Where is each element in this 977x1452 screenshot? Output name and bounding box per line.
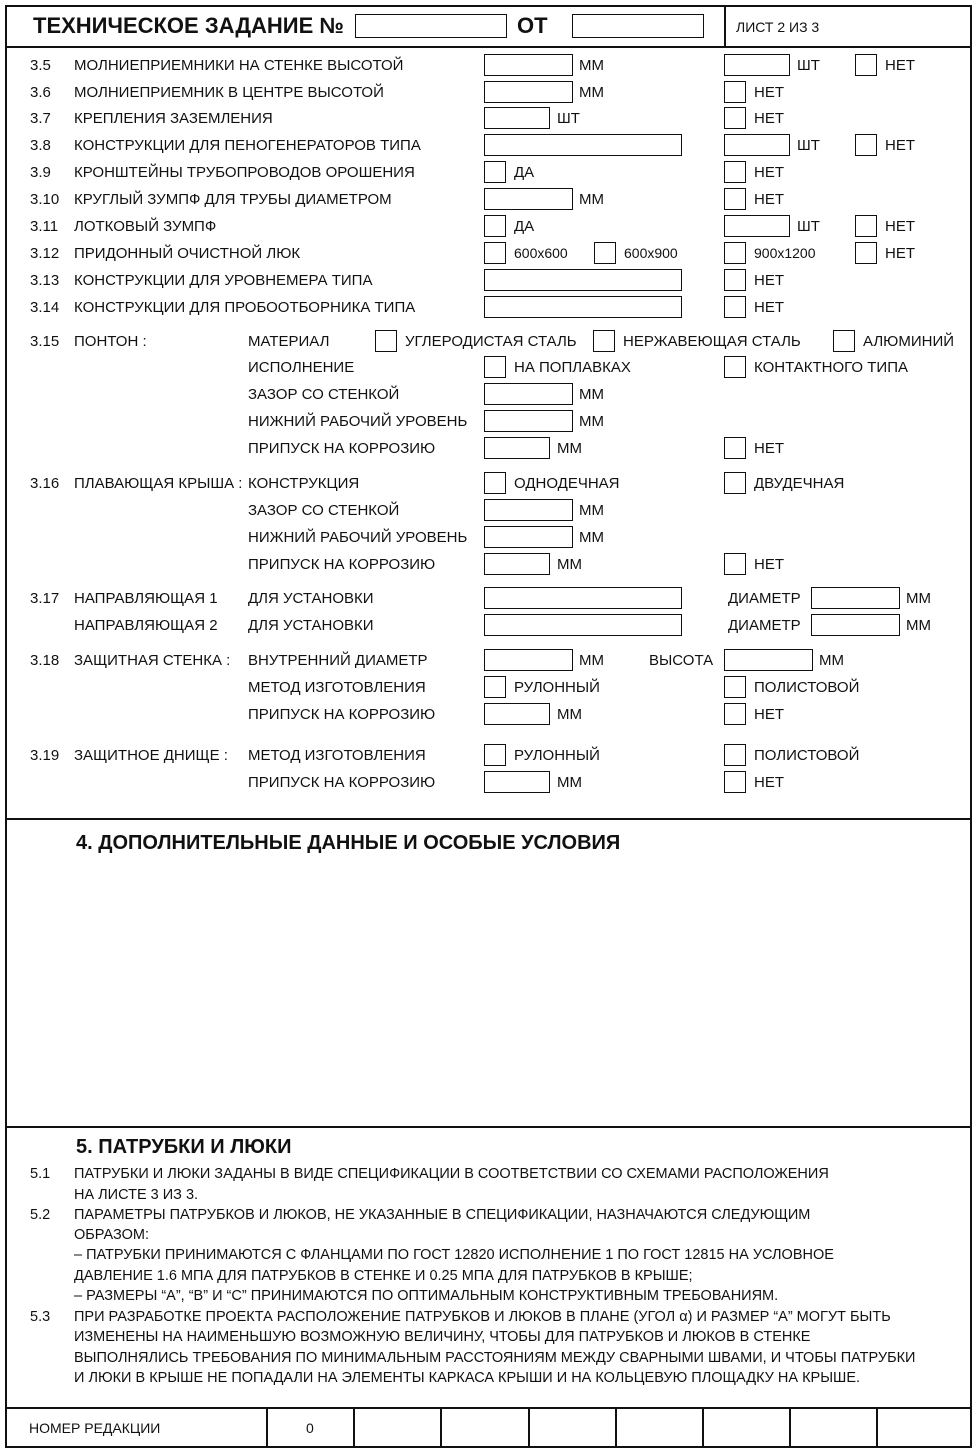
paragraph-number: 5.3 — [30, 1309, 51, 1325]
sub-label: НИЖНИЙ РАБОЧИЙ УРОВЕНЬ — [248, 529, 468, 546]
sheet-checkbox[interactable] — [724, 676, 746, 698]
sub-label: ПРИПУСК НА КОРРОЗИЮ — [248, 706, 436, 723]
lightning-center-height-field[interactable] — [484, 81, 573, 103]
lightning-wall-height-field[interactable] — [484, 54, 573, 76]
paragraph-line: ДАВЛЕНИЕ 1.6 МПА ДЛЯ ПАТРУБКОВ В СТЕНКЕ И 0.25 МПА ДЛЯ ПАТРУБКОВ В КРЫШЕ; — [74, 1268, 693, 1284]
sub-label: ПРИПУСК НА КОРРОЗИЮ — [248, 440, 436, 457]
no-label: НЕТ — [754, 440, 784, 457]
guide1-installation-field[interactable] — [484, 587, 682, 609]
sub-label: ДИАМЕТР — [728, 617, 801, 634]
item-label: ЗАЩИТНОЕ ДНИЩЕ : — [74, 747, 228, 764]
no-checkbox[interactable] — [724, 161, 746, 183]
sub-label: КОНСТРУКЦИЯ — [248, 475, 360, 492]
option-label: УГЛЕРОДИСТАЯ СТАЛЬ — [405, 333, 577, 350]
no-label: НЕТ — [754, 556, 784, 573]
unit-label: ММ — [579, 57, 604, 74]
paragraph-line: НА ЛИСТЕ 3 ИЗ 3. — [74, 1187, 199, 1203]
paragraph-line: ПАРАМЕТРЫ ПАТРУБКОВ И ЛЮКОВ, НЕ УКАЗАННЫЕ В СПЕЦИФИКАЦИИ, НАЗНАЧАЮТСЯ СЛЕДУЮЩИМ — [74, 1207, 811, 1223]
unit-label: ММ — [819, 652, 844, 669]
header-divider — [724, 5, 726, 47]
item-number: 3.19 — [30, 747, 60, 764]
section4-title: 4. ДОПОЛНИТЕЛЬНЫЕ ДАННЫЕ И ОСОБЫЕ УСЛОВИЯ — [76, 832, 621, 854]
guide1-diameter-field[interactable] — [811, 587, 900, 609]
task-number-field[interactable] — [355, 14, 507, 38]
lightning-wall-count-field[interactable] — [724, 54, 790, 76]
item-number: 3.5 — [30, 57, 51, 74]
option-label: 600x900 — [624, 245, 678, 261]
footer-divider — [789, 1408, 791, 1448]
from-label: ОТ — [517, 13, 548, 38]
item-label: МОЛНИЕПРИЕМНИК В ЦЕНТРЕ ВЫСОТОЙ — [74, 84, 384, 101]
revision-label: НОМЕР РЕДАКЦИИ — [29, 1420, 161, 1436]
wall-inner-diameter-field[interactable] — [484, 649, 573, 671]
wall-height-field[interactable] — [724, 649, 813, 671]
sub-label: ДИАМЕТР — [728, 590, 801, 607]
double-deck-checkbox[interactable] — [724, 472, 746, 494]
no-label: НЕТ — [754, 164, 784, 181]
no-label: НЕТ — [754, 191, 784, 208]
option-label: ПОЛИСТОВОЙ — [754, 747, 860, 764]
item-number: 3.12 — [30, 245, 60, 262]
item-number: 3.17 — [30, 590, 60, 607]
roof-gap-field[interactable] — [484, 499, 573, 521]
no-label: НЕТ — [754, 110, 784, 127]
option-label: АЛЮМИНИЙ — [863, 333, 955, 350]
paragraph-line: ОБРАЗОМ: — [74, 1227, 149, 1243]
item-label: ПРИДОННЫЙ ОЧИСТНОЙ ЛЮК — [74, 245, 301, 262]
item-number: 3.10 — [30, 191, 60, 208]
grounding-count-field[interactable] — [484, 107, 550, 129]
no-checkbox[interactable] — [724, 269, 746, 291]
item-number: 3.11 — [30, 218, 59, 235]
unit-label: ШТ — [557, 110, 580, 127]
no-checkbox[interactable] — [855, 242, 877, 264]
yes-label: ДА — [514, 164, 535, 181]
no-checkbox[interactable] — [724, 771, 746, 793]
paragraph-line: И ЛЮКИ В КРЫШЕ НЕ ПОПАДАЛИ НА ЭЛЕМЕНТЫ КАРКАСА КРЫШИ И НА КОЛЬЦЕВУЮ ПЛОЩАДКУ НА КРЫШЕ. — [74, 1370, 861, 1386]
sub-label: ДЛЯ УСТАНОВКИ — [248, 617, 374, 634]
paragraph-number: 5.2 — [30, 1207, 51, 1223]
unit-label: ММ — [906, 617, 931, 634]
no-checkbox[interactable] — [724, 107, 746, 129]
roof-level-field[interactable] — [484, 526, 573, 548]
unit-label: ММ — [579, 529, 604, 546]
unit-label: ММ — [579, 386, 604, 403]
roof-corrosion-field[interactable] — [484, 553, 550, 575]
tray-sump-count-field[interactable] — [724, 215, 790, 237]
footer-divider — [876, 1408, 878, 1448]
no-label: НЕТ — [754, 706, 784, 723]
sub-label: ДЛЯ УСТАНОВКИ — [248, 590, 374, 607]
wall-corrosion-field[interactable] — [484, 703, 550, 725]
item-number: 3.13 — [30, 272, 60, 289]
paragraph-line: – ПАТРУБКИ ПРИНИМАЮТСЯ С ФЛАНЦАМИ ПО ГОСТ 12820 ИСПОЛНЕНИЕ 1 ПО ГОСТ 12815 НА УСЛОВНОЕ — [74, 1247, 834, 1263]
yes-checkbox[interactable] — [484, 161, 506, 183]
no-label: НЕТ — [885, 57, 915, 74]
option-label: ПОЛИСТОВОЙ — [754, 679, 860, 696]
aluminium-checkbox[interactable] — [833, 330, 855, 352]
no-checkbox[interactable] — [855, 54, 877, 76]
paragraph-line: ВЫПОЛНЯЛИСЬ ТРЕБОВАНИЯ ПО МИНИМАЛЬНЫМ РАССТОЯНИЯМ МЕЖДУ СВАРНЫМИ ШВАМИ, И ЧТОБЫ ПАТРУБКИ — [74, 1350, 916, 1366]
paragraph-line: – РАЗМЕРЫ “А”, “В” И “С” ПРИНИМАЮТСЯ ПО ОПТИМАЛЬНЫМ КОНСТРУКТИВНЫМ ТРЕБОВАНИЯМ. — [74, 1288, 779, 1304]
unit-label: ММ — [579, 191, 604, 208]
footer-divider — [702, 1408, 704, 1448]
no-checkbox[interactable] — [724, 703, 746, 725]
item-label: НАПРАВЛЯЮЩАЯ 2 — [74, 617, 218, 634]
paragraph-line: ПАТРУБКИ И ЛЮКИ ЗАДАНЫ В ВИДЕ СПЕЦИФИКАЦИИ В СООТВЕТСТВИИ СО СХЕМАМИ РАСПОЛОЖЕНИЯ — [74, 1166, 829, 1182]
no-checkbox[interactable] — [724, 437, 746, 459]
section5-title: 5. ПАТРУБКИ И ЛЮКИ — [76, 1136, 292, 1158]
no-label: НЕТ — [885, 218, 915, 235]
unit-label: ММ — [557, 440, 582, 457]
bottom-corrosion-field[interactable] — [484, 771, 550, 793]
no-label: НЕТ — [885, 137, 915, 154]
sheet-label: ЛИСТ 2 ИЗ 3 — [736, 19, 820, 35]
foam-generator-type-field[interactable] — [484, 134, 682, 156]
level-gauge-type-field[interactable] — [484, 269, 682, 291]
sheet-checkbox[interactable] — [724, 744, 746, 766]
sub-label: МЕТОД ИЗГОТОВЛЕНИЯ — [248, 679, 426, 696]
item-label: ЗАЩИТНАЯ СТЕНКА : — [74, 652, 231, 669]
sub-label: НИЖНИЙ РАБОЧИЙ УРОВЕНЬ — [248, 413, 468, 430]
unit-label: ШТ — [797, 137, 820, 154]
paragraph-line: ПРИ РАЗРАБОТКЕ ПРОЕКТА РАСПОЛОЖЕНИЕ ПАТРУБКОВ И ЛЮКОВ В ПЛАНЕ (УГОЛ α) И РАЗМЕР “А” МОГУТ БЫТЬ — [74, 1309, 891, 1325]
item-label: НАПРАВЛЯЮЩАЯ 1 — [74, 590, 218, 607]
ponton-corrosion-field[interactable] — [484, 437, 550, 459]
footer-divider — [353, 1408, 355, 1448]
ponton-gap-field[interactable] — [484, 383, 573, 405]
option-label: ДВУДЕЧНАЯ — [754, 475, 845, 492]
sub-label: ПРИПУСК НА КОРРОЗИЮ — [248, 556, 436, 573]
footer-divider — [528, 1408, 530, 1448]
yes-checkbox[interactable] — [484, 215, 506, 237]
ponton-level-field[interactable] — [484, 410, 573, 432]
section-rule — [5, 818, 972, 820]
contact-type-checkbox[interactable] — [724, 356, 746, 378]
item-label: КОНСТРУКЦИИ ДЛЯ ПРОБООТБОРНИКА ТИПА — [74, 299, 416, 316]
sub-label: МЕТОД ИЗГОТОВЛЕНИЯ — [248, 747, 426, 764]
option-label: 600x600 — [514, 245, 568, 261]
sampler-type-field[interactable] — [484, 296, 682, 318]
option-label: РУЛОННЫЙ — [514, 679, 600, 696]
no-label: НЕТ — [754, 774, 784, 791]
revision-number: 0 — [306, 1420, 314, 1436]
no-checkbox[interactable] — [724, 553, 746, 575]
no-label: НЕТ — [754, 299, 784, 316]
sub-label: ИСПОЛНЕНИЕ — [248, 359, 355, 376]
unit-label: ММ — [557, 706, 582, 723]
paragraph-line: ИЗМЕНЕНЫ НА НАИМЕНЬШУЮ ВОЗМОЖНУЮ ВЕЛИЧИНУ, ЧТОБЫ ДЛЯ ПАТРУБКОВ И ЛЮКОВ В СТЕНКЕ — [74, 1329, 811, 1345]
additional-conditions-area[interactable] — [20, 862, 950, 1117]
yes-label: ДА — [514, 218, 535, 235]
rolled-checkbox[interactable] — [484, 676, 506, 698]
unit-label: ММ — [579, 502, 604, 519]
unit-label: ММ — [579, 84, 604, 101]
guide2-installation-field[interactable] — [484, 614, 682, 636]
option-label: 900x1200 — [754, 245, 816, 261]
item-label: ПЛАВАЮЩАЯ КРЫША : — [74, 475, 243, 492]
item-label: ПОНТОН : — [74, 333, 147, 350]
item-number: 3.14 — [30, 299, 60, 316]
option-label: РУЛОННЫЙ — [514, 747, 600, 764]
no-label: НЕТ — [754, 84, 784, 101]
footer-rule — [5, 1407, 972, 1409]
footer-divider — [266, 1408, 268, 1448]
sub-label: ЗАЗОР СО СТЕНКОЙ — [248, 502, 400, 519]
carbon-steel-checkbox[interactable] — [375, 330, 397, 352]
hatch-900x1200-checkbox[interactable] — [724, 242, 746, 264]
unit-label: ММ — [579, 413, 604, 430]
sub-label: ВЫСОТА — [649, 652, 714, 669]
unit-label: ШТ — [797, 57, 820, 74]
section-rule — [5, 1126, 972, 1128]
option-label: КОНТАКТНОГО ТИПА — [754, 359, 908, 376]
no-label: НЕТ — [754, 272, 784, 289]
foam-generator-count-field[interactable] — [724, 134, 790, 156]
item-label: КОНСТРУКЦИИ ДЛЯ УРОВНЕМЕРА ТИПА — [74, 272, 373, 289]
sub-label: ЗАЗОР СО СТЕНКОЙ — [248, 386, 400, 403]
item-label: КРОНШТЕЙНЫ ТРУБОПРОВОДОВ ОРОШЕНИЯ — [74, 164, 415, 181]
item-number: 3.6 — [30, 84, 51, 101]
no-checkbox[interactable] — [855, 134, 877, 156]
hatch-600x600-checkbox[interactable] — [484, 242, 506, 264]
unit-label: ММ — [579, 652, 604, 669]
item-label: КРУГЛЫЙ ЗУМПФ ДЛЯ ТРУБЫ ДИАМЕТРОМ — [74, 191, 392, 208]
option-label: НЕРЖАВЕЮЩАЯ СТАЛЬ — [623, 333, 801, 350]
hatch-600x900-checkbox[interactable] — [594, 242, 616, 264]
sub-label: МАТЕРИАЛ — [248, 333, 330, 350]
no-checkbox[interactable] — [724, 296, 746, 318]
stainless-steel-checkbox[interactable] — [593, 330, 615, 352]
guide2-diameter-field[interactable] — [811, 614, 900, 636]
unit-label: ММ — [557, 556, 582, 573]
item-label: МОЛНИЕПРИЕМНИКИ НА СТЕНКЕ ВЫСОТОЙ — [74, 57, 404, 74]
item-number: 3.16 — [30, 475, 60, 492]
footer-divider — [440, 1408, 442, 1448]
sump-diameter-field[interactable] — [484, 188, 573, 210]
no-checkbox[interactable] — [724, 188, 746, 210]
no-checkbox[interactable] — [724, 81, 746, 103]
item-number: 3.15 — [30, 333, 60, 350]
item-label: ЛОТКОВЫЙ ЗУМПФ — [74, 218, 217, 235]
option-label: НА ПОПЛАВКАХ — [514, 359, 631, 376]
item-number: 3.7 — [30, 110, 51, 127]
item-number: 3.18 — [30, 652, 60, 669]
footer-divider — [615, 1408, 617, 1448]
no-checkbox[interactable] — [855, 215, 877, 237]
item-number: 3.9 — [30, 164, 51, 181]
form-title: ТЕХНИЧЕСКОЕ ЗАДАНИЕ № — [33, 13, 344, 38]
floats-checkbox[interactable] — [484, 356, 506, 378]
header-rule — [5, 46, 972, 48]
item-label: КРЕПЛЕНИЯ ЗАЗЕМЛЕНИЯ — [74, 110, 273, 127]
rolled-checkbox[interactable] — [484, 744, 506, 766]
item-label: КОНСТРУКЦИИ ДЛЯ ПЕНОГЕНЕРАТОРОВ ТИПА — [74, 137, 421, 154]
no-label: НЕТ — [885, 245, 915, 262]
unit-label: ММ — [906, 590, 931, 607]
item-number: 3.8 — [30, 137, 51, 154]
paragraph-number: 5.1 — [30, 1166, 51, 1182]
sub-label: ПРИПУСК НА КОРРОЗИЮ — [248, 774, 436, 791]
sub-label: ВНУТРЕННИЙ ДИАМЕТР — [248, 652, 428, 669]
option-label: ОДНОДЕЧНАЯ — [514, 475, 620, 492]
date-field[interactable] — [572, 14, 704, 38]
unit-label: ШТ — [797, 218, 820, 235]
unit-label: ММ — [557, 774, 582, 791]
single-deck-checkbox[interactable] — [484, 472, 506, 494]
